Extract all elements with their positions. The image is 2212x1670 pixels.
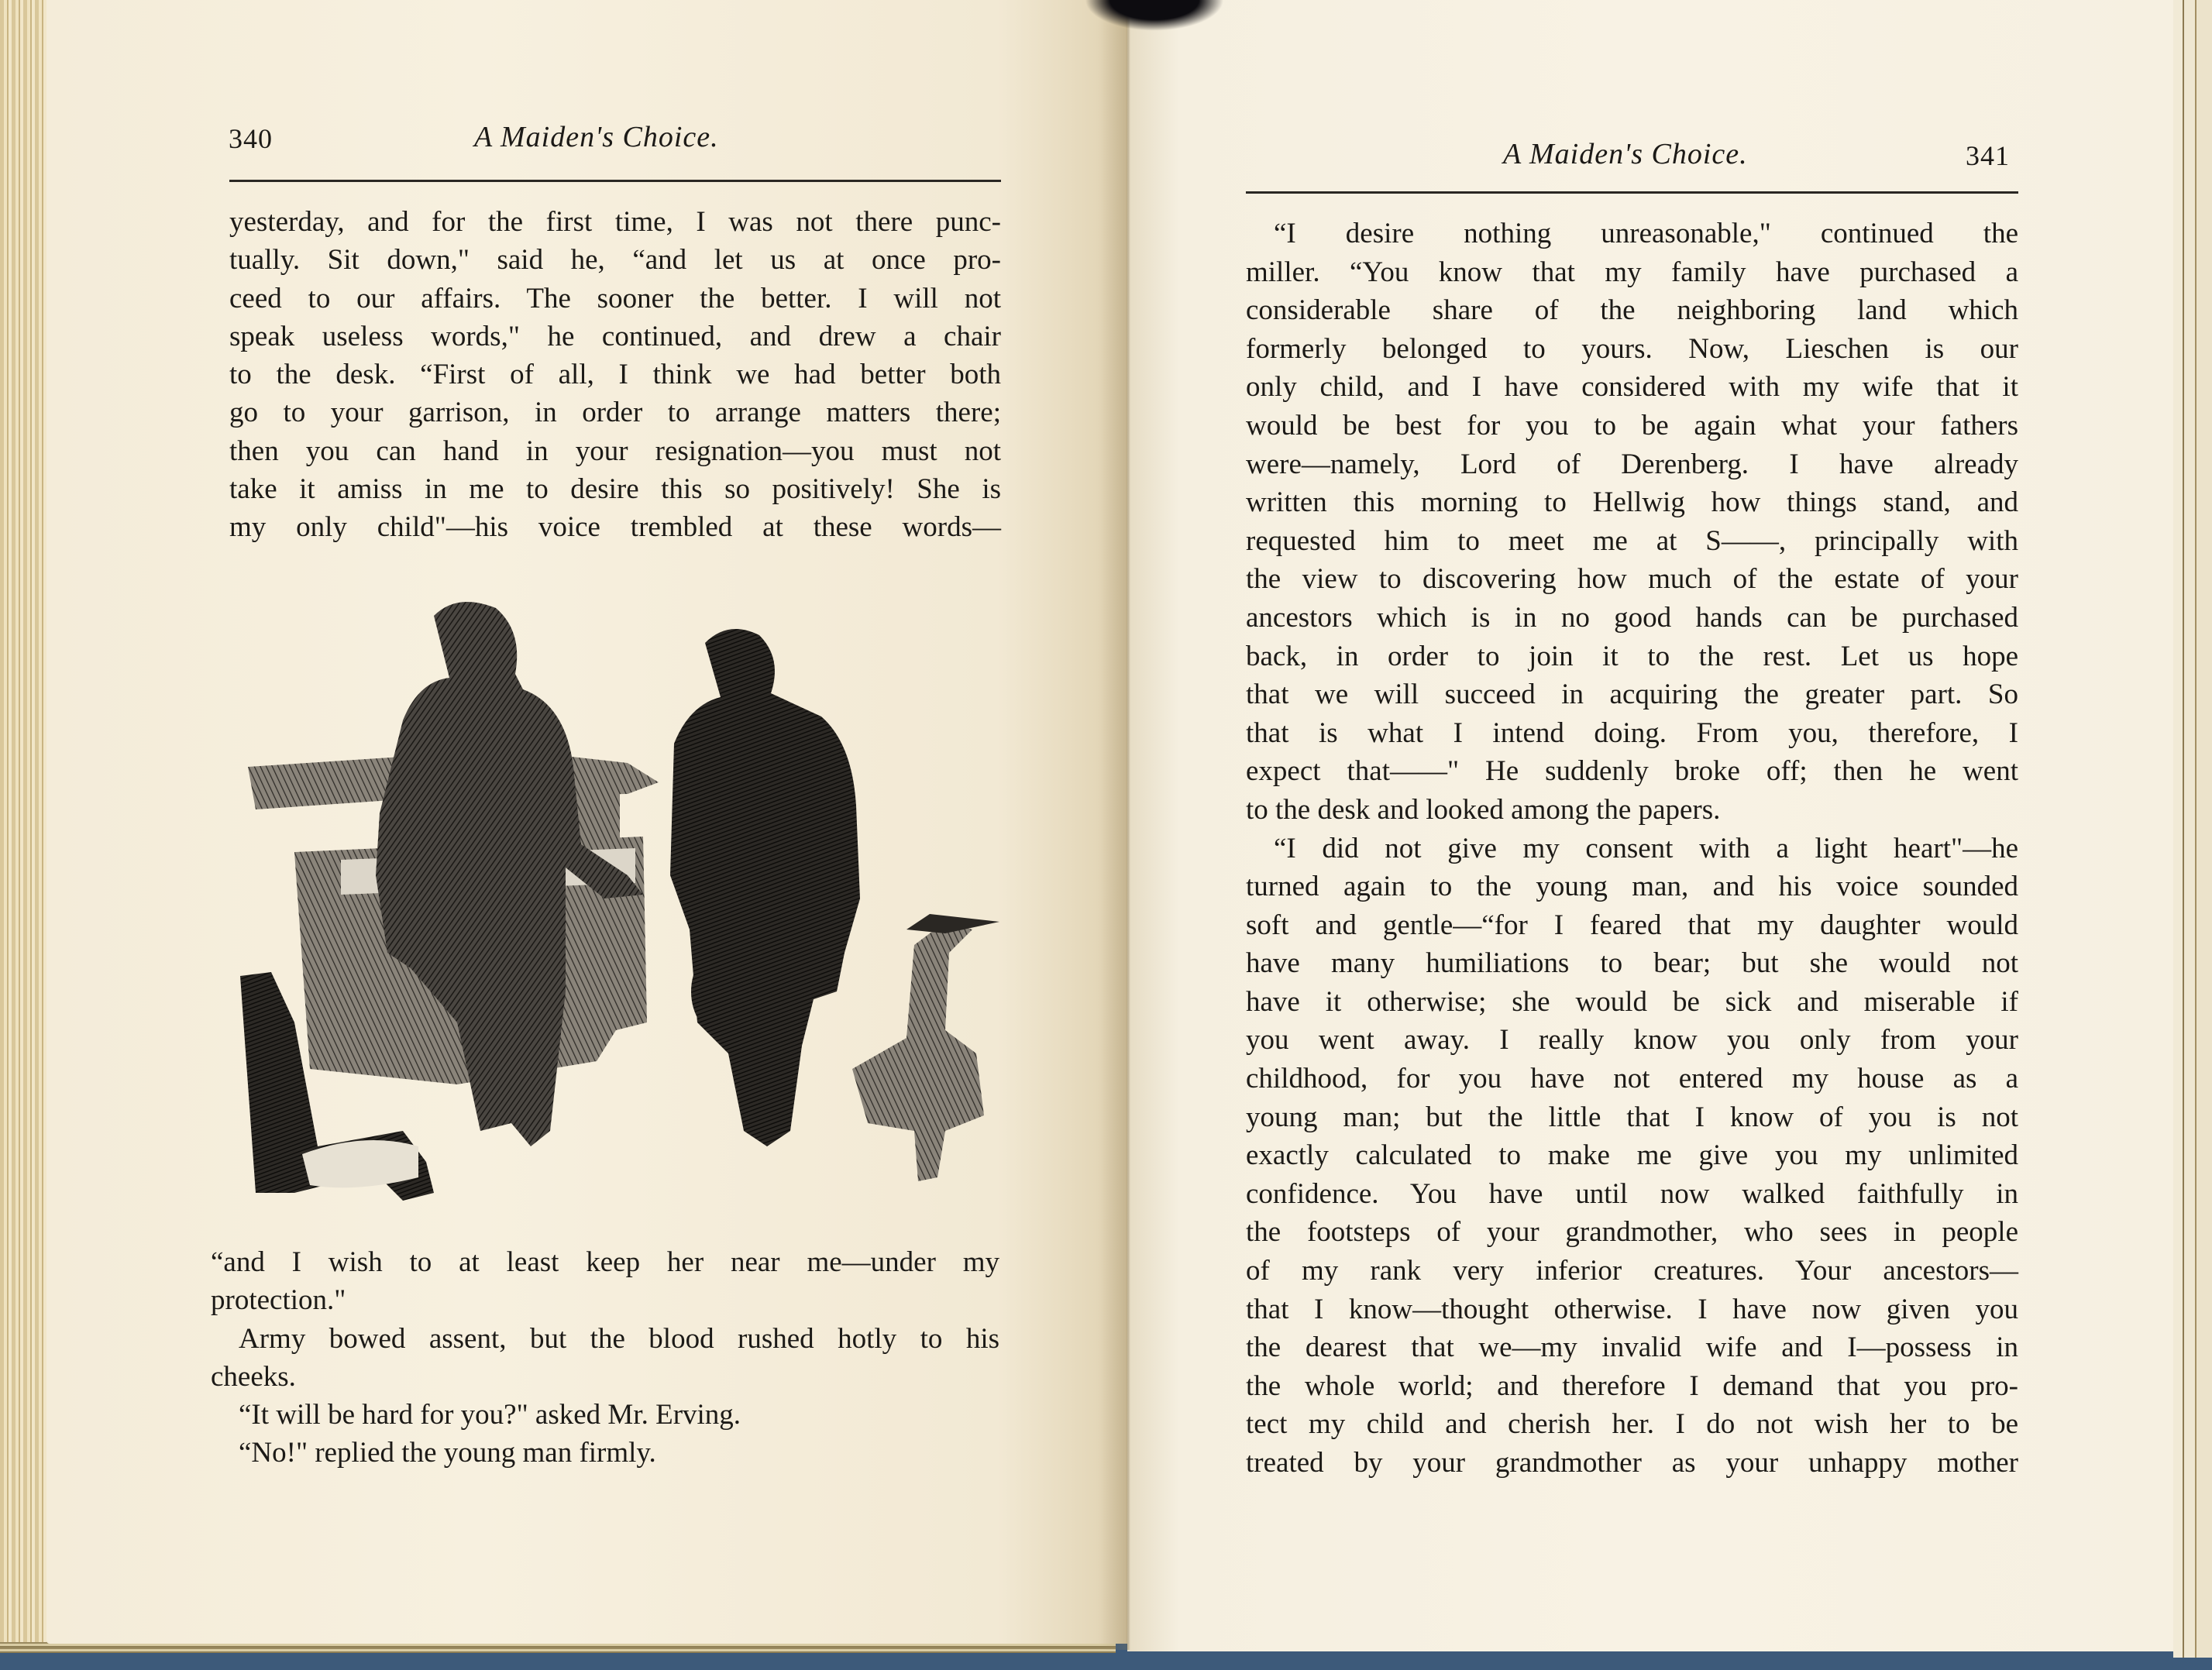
right-running-title: A Maiden's Choice. <box>1503 138 1748 170</box>
text-line: requested him to meet me at S——, principally with <box>1246 524 2018 557</box>
right-armchair <box>852 922 984 1181</box>
text-line: formerly belonged to yours. Now, Lieschen is our <box>1246 332 2018 365</box>
left-page-text-top <box>229 203 1001 547</box>
engraving-two-men-at-desk-icon <box>225 589 1007 1216</box>
text-line: childhood, for you have not entered my house as a <box>1246 1063 2018 1095</box>
page-edges-bottom <box>0 1642 1116 1653</box>
text-line: tually. Sit down," said he, “and let us at once pro- <box>229 244 1001 277</box>
text-line: were—namely, Lord of Derenberg. I have already <box>1246 448 2018 480</box>
text-line: soft and gentle—“for I feared that my daughter would <box>1246 909 2018 941</box>
text-line: turned again to the young man, and his voice sounded <box>1246 871 2018 903</box>
text-line: yesterday, and for the first time, I was not there punc- <box>229 206 1001 238</box>
text-line: the footsteps of your grandmother, who sees in people <box>1246 1216 2018 1249</box>
text-line: “I desire nothing unreasonable," continued the <box>1274 218 2018 249</box>
text-line: the whole world; and therefore I demand that you pro- <box>1246 1369 2018 1402</box>
text-line: then you can hand in your resignation—you must not <box>229 435 1001 467</box>
text-line: Army bowed assent, but the blood rushed hotly to his <box>239 1322 999 1355</box>
text-line: to the desk and looked among the papers. <box>1246 793 1721 826</box>
text-line: speak useless words," he continued, and drew a chair <box>229 320 1001 352</box>
text-line: of my rank very inferior creatures. Your ancestors— <box>1246 1255 2018 1287</box>
text-line: have it otherwise; she would be sick and miserable if <box>1246 985 2018 1018</box>
text-line: that is what I intend doing. From you, therefore, I <box>1246 716 2018 749</box>
right-page-number: 341 <box>1966 140 2010 171</box>
hat <box>691 949 750 1034</box>
text-line: exactly calculated to make me give you my unlimited <box>1246 1139 2018 1172</box>
text-line: miller. “You know that my family have purchased a <box>1246 256 2018 288</box>
right-page-text <box>1246 215 2018 1483</box>
text-line: confidence. You have until now walked faithfully in <box>1246 1177 2018 1210</box>
spine-top-shadow <box>1085 0 1224 31</box>
text-line: back, in order to join it to the rest. Let us hope <box>1246 640 2018 672</box>
text-line: expect that——" He suddenly broke off; then he went <box>1246 755 2018 788</box>
text-line: the dearest that we—my invalid wife and I—possess in <box>1246 1332 2018 1364</box>
text-line: that I know—thought otherwise. I have now given you <box>1246 1293 2018 1325</box>
text-line: ancestors which is in no good hands can be purchased <box>1246 601 2018 634</box>
young-officer-figure <box>670 629 860 1146</box>
text-line: my only child"—his voice trembled at these words— <box>229 511 1001 544</box>
text-line: written this morning to Hellwig how things stand, and <box>1246 486 2018 519</box>
text-line: would be best for you to be again what your fathers <box>1246 409 2018 442</box>
text-line: cheeks. <box>211 1360 296 1393</box>
text-line: to the desk. “First of all, I think we had better both <box>229 359 1001 391</box>
text-line: considerable share of the neighboring land which <box>1246 294 2018 327</box>
text-line: the view to discovering how much of the estate of your <box>1246 563 2018 596</box>
text-line: protection." <box>211 1284 346 1317</box>
text-line: “It will be hard for you?" asked Mr. Erving. <box>239 1399 741 1431</box>
left-page-text-bottom <box>211 1243 999 1472</box>
text-line: go to your garrison, in order to arrange matters there; <box>229 397 1001 429</box>
left-running-title: A Maiden's Choice. <box>474 121 719 153</box>
text-line: take it amiss in me to desire this so positively! She is <box>229 473 1001 506</box>
text-line: have many humiliations to bear; but she would not <box>1246 947 2018 980</box>
text-line: “I did not give my consent with a light heart"—he <box>1274 832 2018 864</box>
text-line: you went away. I really know you only from your <box>1246 1024 2018 1057</box>
spine-gutter <box>1100 0 1147 1650</box>
text-line: “No!" replied the young man firmly. <box>239 1437 656 1469</box>
right-header-rule <box>1246 191 2018 194</box>
left-page-number: 340 <box>229 123 273 154</box>
left-header-rule <box>229 180 1001 182</box>
text-line: “and I wish to at least keep her near me—under my <box>211 1246 999 1278</box>
text-line: only child, and I have considered with my wife that it <box>1246 371 2018 404</box>
engraving-illustration <box>225 589 1007 1216</box>
page-edges-right <box>2173 0 2212 1658</box>
text-line: tect my child and cherish her. I do not wish her to be <box>1246 1408 2018 1441</box>
text-line: ceed to our affairs. The sooner the better. I will not <box>229 282 1001 314</box>
text-line: young man; but the little that I know of you is not <box>1246 1101 2018 1133</box>
text-line: that we will succeed in acquiring the greater part. So <box>1246 679 2018 711</box>
text-line: treated by your grandmother as your unhappy mother <box>1246 1447 2018 1479</box>
